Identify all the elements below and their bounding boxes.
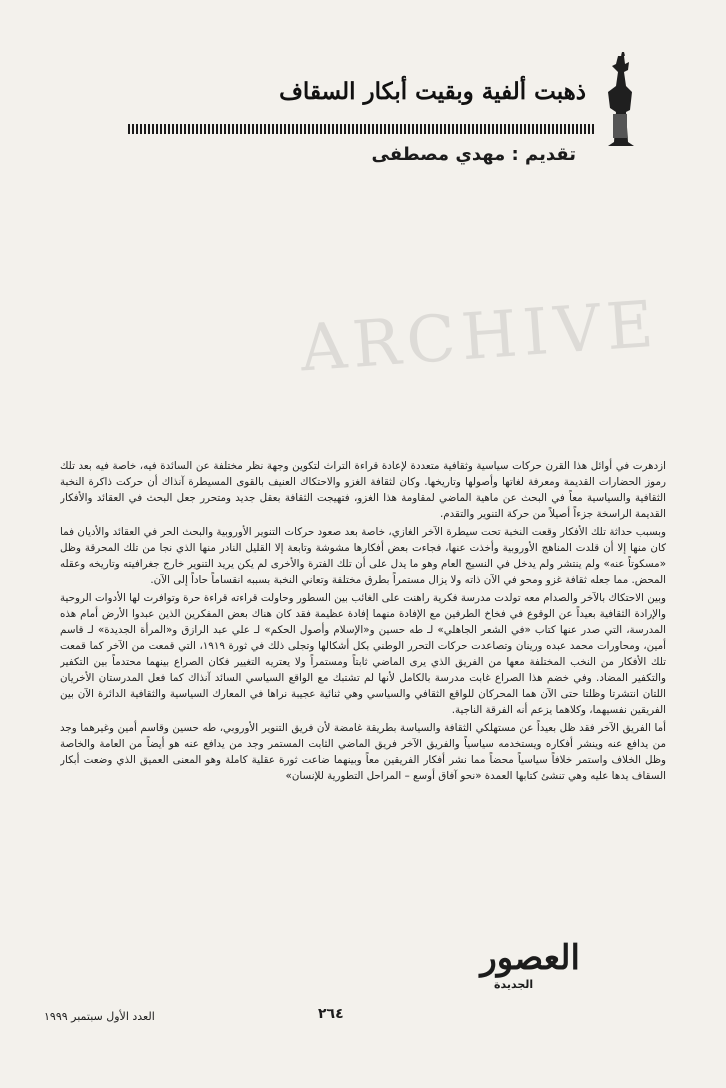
magazine-logo xyxy=(480,938,580,1012)
archive-watermark: ARCHIVE xyxy=(297,287,662,387)
issue-info: العدد الأول سبتمبر ١٩٩٩ xyxy=(44,1010,155,1023)
page-number: ٢٦٤ xyxy=(318,1006,344,1022)
statue-figure-illustration xyxy=(598,52,644,148)
body-paragraph: أما الفريق الآخر فقد ظل بعيداً عن مستهلكي الثقافة والسياسة بطريقة غامضة لأن فريق التنوير الأوروبي، طه حسين وقاسم أمين وغيرهما وجد من يدافع عنه وينشر أفكاره ويستخدمه سياسياً والفريق الآخر فريق الماضي الثابت المستمر وجد من يدافع عنه هو أيضاً من العامة والخاصة وظل الخلاف واستمر خلافاً سياسياً محضاً مما نشر أفكار الفريقين معاً وبينهما ضاعت ثورة عقلية كاملة وهو المعنى العميق الذي وضعت أبكار السقاف يدها عليه وهي تنشئ كتابها العمدة «نحو آفاق أوسع – المراحل التطورية للإنسان» xyxy=(60,722,666,782)
article-body xyxy=(60,458,666,938)
title-underline-divider xyxy=(128,124,594,134)
logo-main-text: العصور xyxy=(480,938,580,978)
body-paragraph: ازدهرت في أوائل هذا القرن حركات سياسية وثقافية متعددة لإعادة قراءة التراث لتكوين وجهة نظر مختلفة عن السائدة فيه، خاصة فيه بعد تلك رموز الحضارات القديمة ومعرفة لغاتها وأصولها وتاريخها. وكان لثقافة الغزو والاحتكاك العنيف بالقوى المسيطرة آنذاك أن حركت ذاكرة النخبة الثقافية والسياسية معاً في البحث عن ماهية الماضي لمقاومة هذا الغزو، فتهيجت الثقافة بعقل جديد ومتحرر جعل البحث في العقائد والأفكار القديمة الراسخة جزءاً أصيلاً من حركة التنوير والتقدم. xyxy=(60,460,666,520)
article-title: ذهبت ألفية وبقيت أبكار السقاف xyxy=(279,78,586,105)
body-paragraph: وبين الاحتكاك بالآخر والصدام معه تولدت مدرسة فكرية راهنت على الغائب بين السطور وحاولت قراءته قراءة حرة وتوافرت لها الأدوات الروحية والإرادة الثقافية بعيداً عن الوقوع في فخاخ الطرفين مع الإفادة منهما إفادة عظيمة فقد كان هناك بعض المفكرين الذين عبدوا الأرض أمام هذه المدرسة، التي صدر عنها كتاب «في الشعر الجاهلي» لـ طه حسين و«الإسلام وأصول الحكم» لـ علي عبد الرازق و«المرأة الجديدة» لـ قاسم أمين، ومحاورات محمد عبده ورينان وتصاعدت حركات التحرر الوطني بكل أشكالها وتجلى ذلك في ثورة ١٩١٩، التي قمعت من الآخر كما قمعت تلك الأفكار من النخب المختلفة معها من الفريق الذي يرى الماضي ثابتاً ومستمراً ولا يعتريه التغيير فكان الصراع بينهما محتدماً بين التكفير والتكفير المضاد. وفي خضم هذا الصراع غابت مدرسة بالكامل لأنها لم تشتبك مع الواقع السياسي السائد آنذاك كما فعل المدرستان الأخريان اللتان انتشرتا وظلتا حتى الآن هما المحركان للواقع الثقافي والسياسي وهي ثنائية عجيبة نراها في المعارك السياسية والثقافية الدائرة الآن بين الفريقين نفسيهما، وكلاهما يزعم أنه الفرقة الناجية. xyxy=(60,592,666,716)
logo-sub-text: الجديدة xyxy=(494,978,534,991)
article-byline: تقديم : مهدي مصطفى xyxy=(371,144,576,165)
body-paragraph: وبسبب حداثة تلك الأفكار وقعت النخبة تحت سيطرة الآخر الغازي، خاصة بعد صعود حركات التنوير الأوروبية والبحث الحر في العقائد والأديان فما كان منها إلا أن قلدت المناهج الأوروبية وأخذت عنها، فجاءت بعض أفكارها مشوشة وتابعة إلا القليل النادر منها الذي نجا من تلك المحرقة وظل «مسكوتاً عنه» ولم ينتشر ولم يدخل في النسيج العام وهو ما يدل على أن تلك الفترة والأخرى لم يكن يريد التنوير خارج جغرافيته وتاريخه وعقله المحض. مما جعله ثقافة غزو ومحو في الآن ذاته ولا يزال مستمراً بطرق مختلفة وتعاني النخبة بسببه انقساماً حاداً إلى الآن. xyxy=(60,526,666,586)
